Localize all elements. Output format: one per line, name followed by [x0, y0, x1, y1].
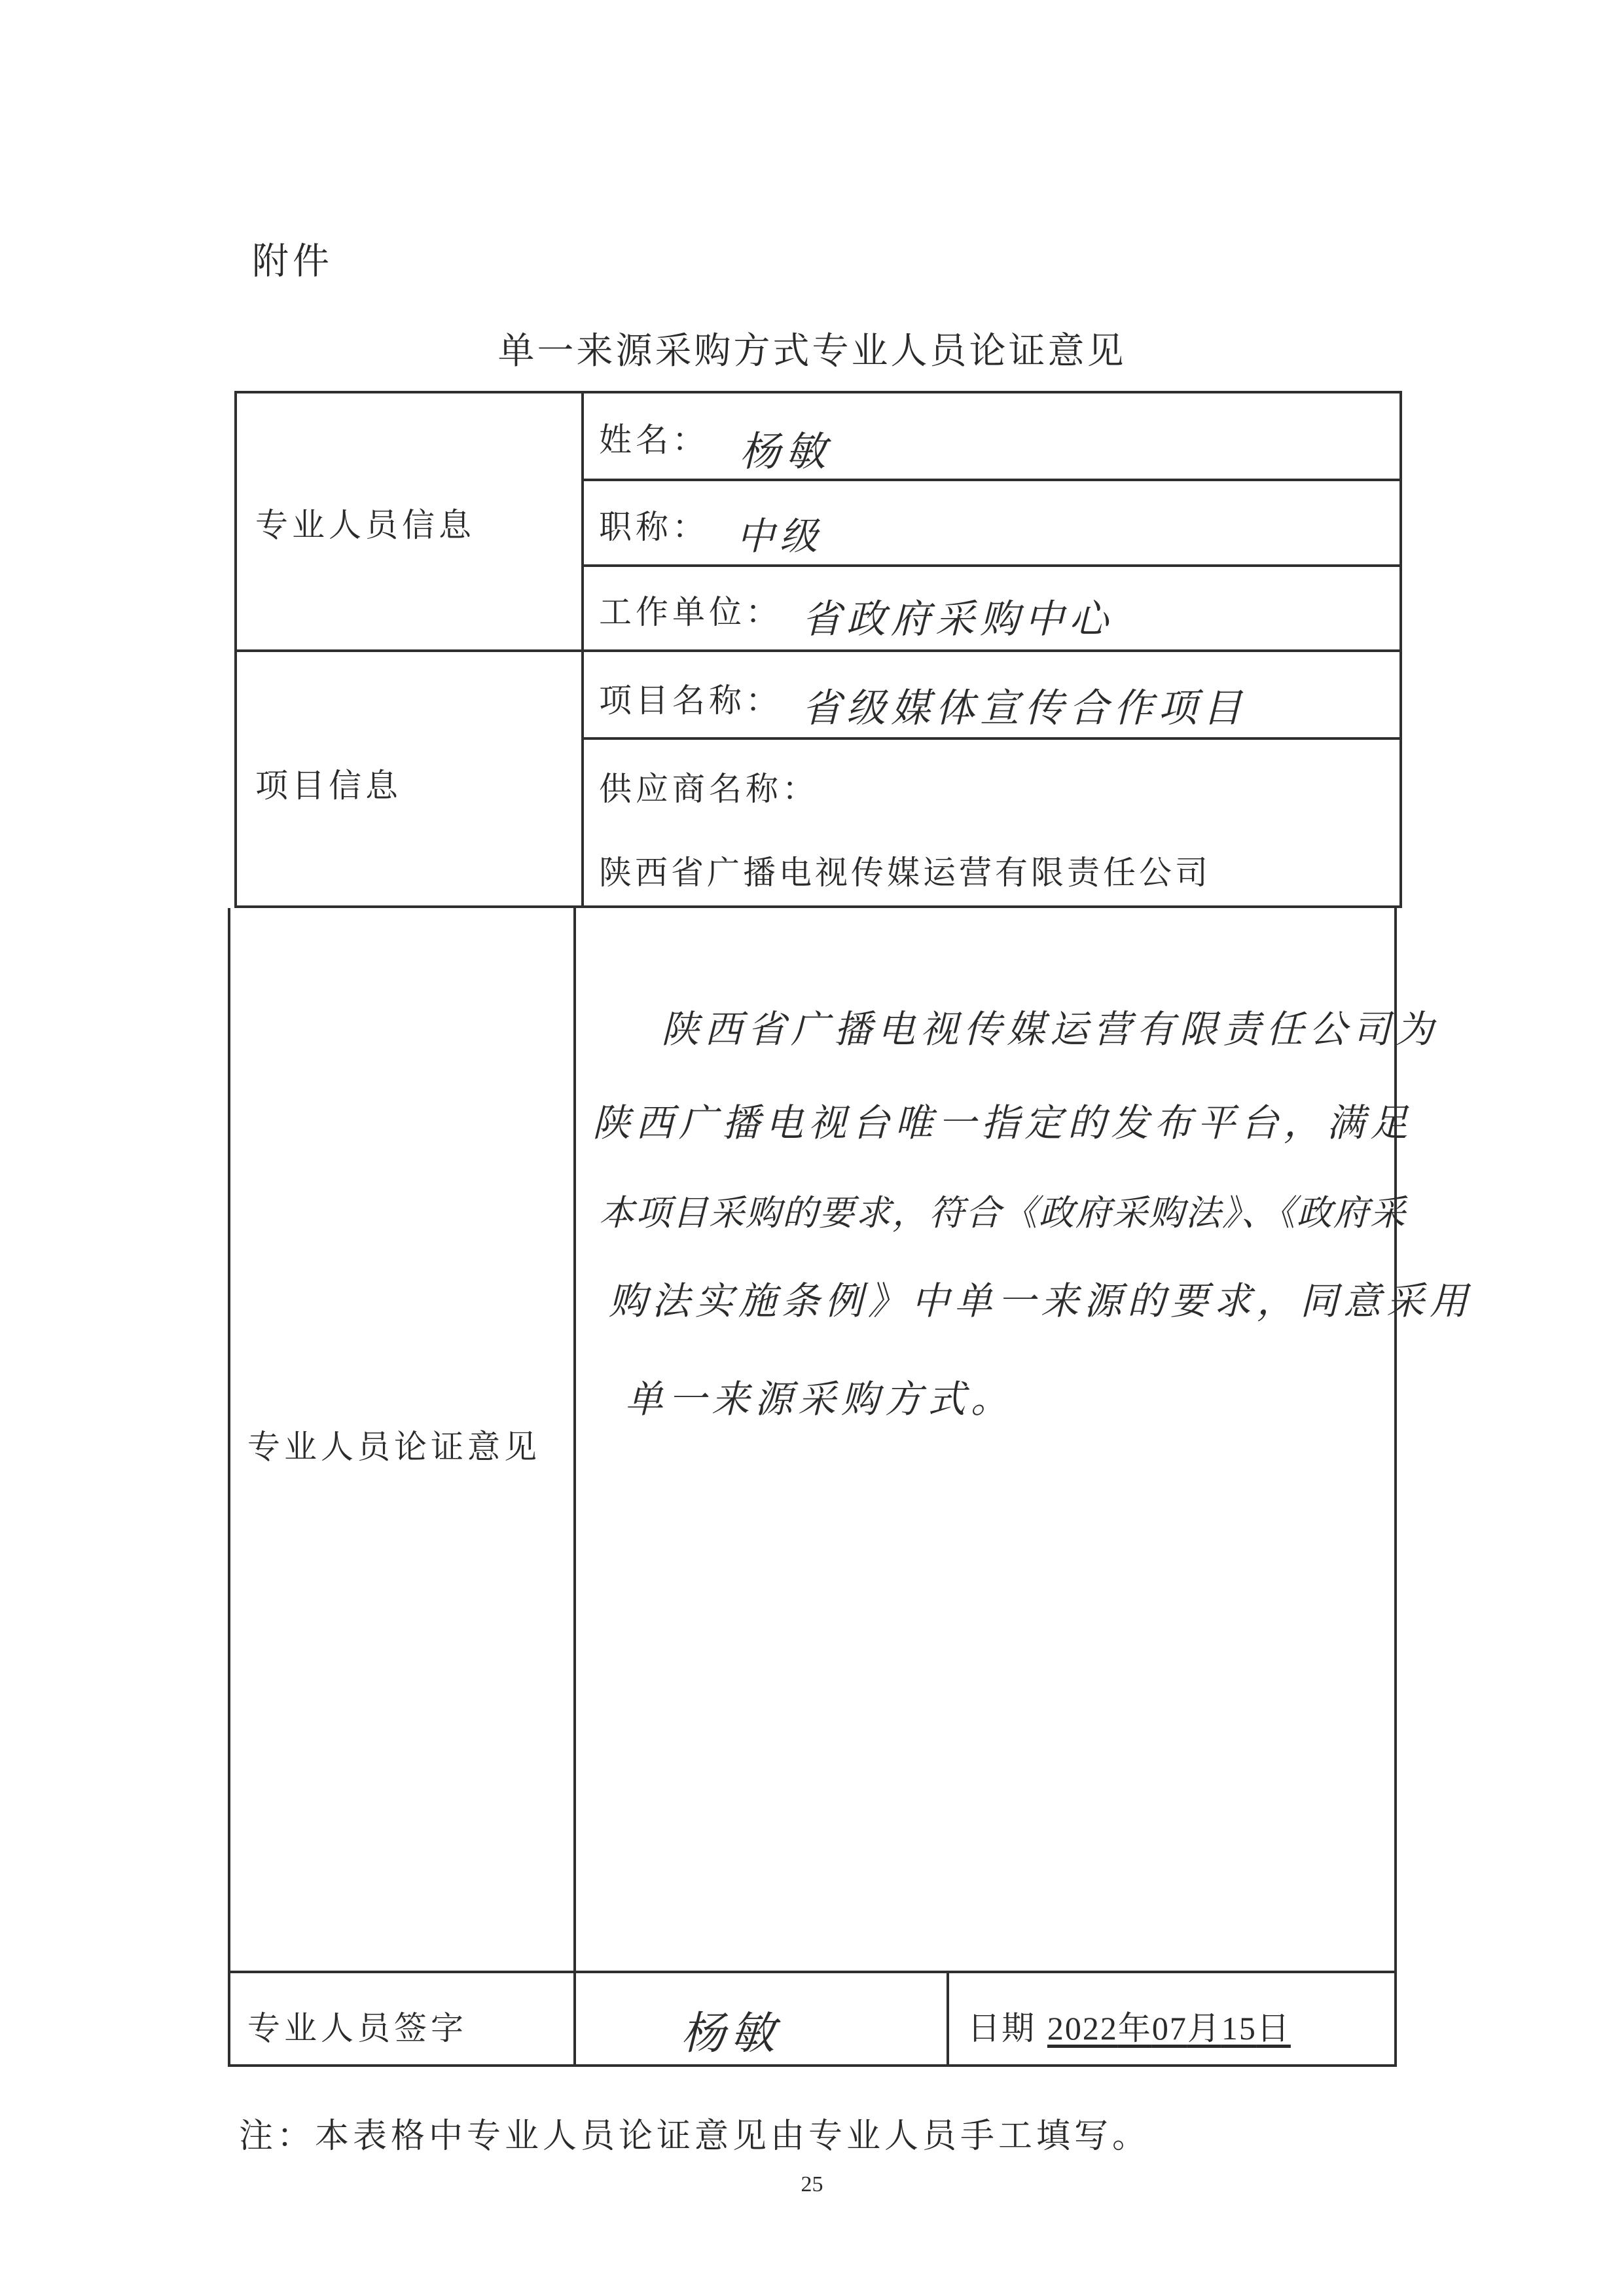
employer-handwritten: 省政府采购中心 [802, 596, 1113, 642]
year-unit: 年 [1117, 2010, 1152, 2047]
employer-label: 工作单位： [599, 593, 782, 631]
table-divider [947, 1971, 949, 2067]
signature-label: 专业人员签字 [247, 2009, 467, 2047]
opinion-line: 购法实施条例》中单一来源的要求，同意采用 [609, 1279, 1473, 1323]
attachment-label: 附件 [252, 240, 333, 283]
month-unit: 月 [1187, 2010, 1221, 2047]
date-field [967, 2002, 1291, 2049]
date-day: 15 [1221, 2010, 1257, 2047]
table-divider [581, 737, 1402, 740]
name-label: 姓名： [599, 421, 709, 459]
title-label: 职称： [599, 508, 709, 546]
date-month: 07 [1151, 2010, 1187, 2047]
footnote: 注：本表格中专业人员论证意见由专业人员手工填写。 [239, 2117, 1151, 2156]
supplier-label: 供应商名称： [599, 770, 819, 808]
table-divider [234, 649, 1402, 652]
name-handwritten: 杨敏 [740, 428, 832, 475]
document-title: 单一来源采购方式专业人员论证意见 [497, 330, 1127, 373]
personnel-section-label: 专业人员信息 [255, 506, 475, 544]
date-year: 2022 [1047, 2010, 1118, 2047]
opinion-line: 陕西省广播电视传媒运营有限责任公司为 [661, 1007, 1439, 1051]
opinion-table [228, 908, 1397, 2067]
title-handwritten: 中级 [736, 514, 823, 558]
opinion-line: 本项目采购的要求，符合《政府采购法》、《政府采 [599, 1192, 1407, 1233]
opinion-line: 陕西广播电视台唯一指定的发布平台，满足 [592, 1101, 1414, 1145]
opinion-section-label: 专业人员论证意见 [247, 1428, 541, 1466]
table-divider [573, 908, 576, 2067]
opinion-line: 单一来源采购方式。 [625, 1377, 1015, 1421]
table-divider [228, 1971, 1397, 1973]
table-divider [581, 479, 1402, 481]
project-name-handwritten: 省级媒体宣传合作项目 [802, 685, 1247, 731]
table-divider [581, 564, 1402, 567]
page-number: 25 [801, 2172, 823, 2196]
supplier-value: 陕西省广播电视传媒运营有限责任公司 [599, 854, 1211, 892]
day-unit: 日 [1256, 2010, 1291, 2047]
project-section-label: 项目信息 [255, 767, 402, 805]
project-name-label: 项目名称： [599, 682, 782, 720]
signature-handwritten: 杨敏 [681, 2008, 781, 2060]
date-label: 日期 [967, 2009, 1036, 2047]
